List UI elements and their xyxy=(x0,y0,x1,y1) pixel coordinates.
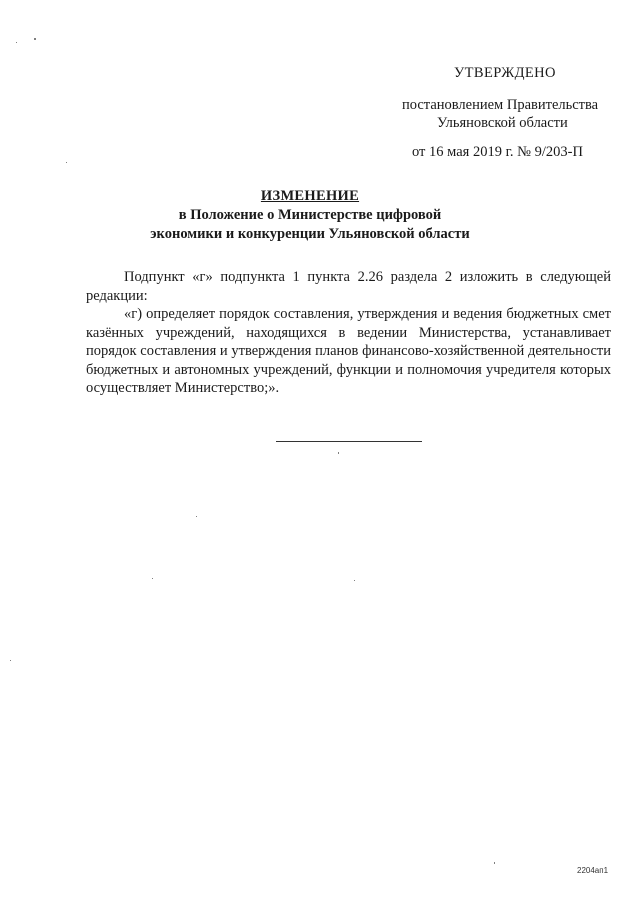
scan-speck xyxy=(338,452,339,454)
scan-speck xyxy=(494,862,495,864)
document-body xyxy=(86,268,611,398)
approval-authority: постановлением Правительства xyxy=(402,97,599,113)
scan-speck xyxy=(354,580,355,581)
title-main: ИЗМЕНЕНИЕ xyxy=(260,188,360,204)
title-line-3: экономики и конкуренции Ульяновской области xyxy=(150,226,470,242)
scan-speck xyxy=(34,38,36,40)
body-paragraph-1: Подпункт «г» подпункта 1 пункта 2.26 раздела 2 изложить в следующей редакции: xyxy=(86,269,611,304)
approval-region: Ульяновской области xyxy=(437,115,568,131)
approval-date: от 16 мая 2019 г. № 9/203-П xyxy=(412,144,583,160)
body-paragraph-2: «г) определяет порядок составления, утверждения и ведения бюджетных смет казённых учреждений, находящихся в ведении Министерства, устанавливает порядок составления и утверждения планов финансово-хозяйственной деятельности бюджетных и автономных учреждений, функции и полномочия учредителя которых осуществляет Министерство;». xyxy=(86,306,611,396)
title-line-2: в Положение о Министерстве цифровой xyxy=(178,207,442,223)
scan-speck xyxy=(16,42,17,43)
separator-rule xyxy=(276,441,422,442)
scan-speck xyxy=(10,660,11,661)
scan-speck xyxy=(152,578,153,579)
approval-stamp: УТВЕРЖДЕНО xyxy=(454,65,556,81)
document-title xyxy=(90,187,530,244)
document-code: 2204ап1 xyxy=(577,866,609,875)
scan-speck xyxy=(66,162,67,163)
scan-speck xyxy=(196,516,197,517)
